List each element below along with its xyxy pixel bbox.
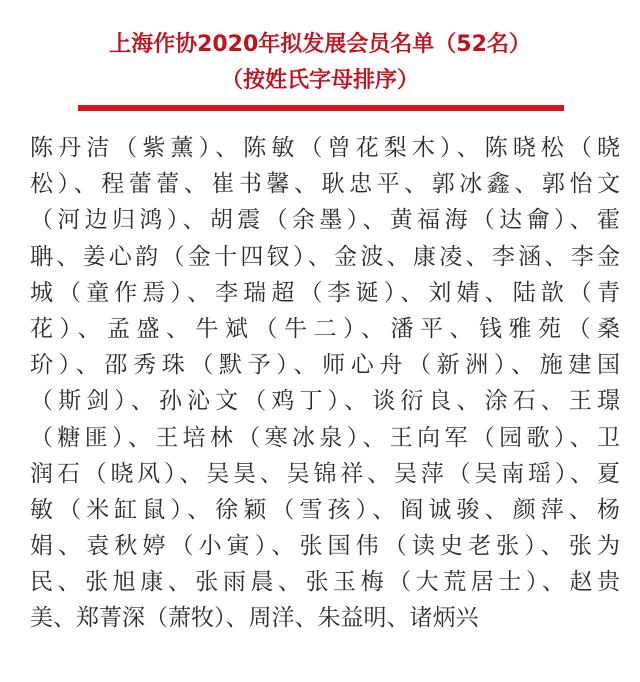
page-subtitle: （按姓氏字母排序） — [220, 68, 419, 93]
member-list-line: 美、郑菁深（萧牧）、周洋、朱益明、诸炳兴 — [30, 605, 479, 632]
member-list-line: 城（童作焉）、李瑞超（李诞）、刘婧、陆歆（青 — [30, 279, 620, 306]
member-list-line: 玠）、邵秀珠（默予）、师心舟（新洲）、施建国 — [30, 352, 620, 379]
page-title: 上海作协2020年拟发展会员名单（52名） — [109, 32, 531, 57]
member-list-line: 敏（米缸鼠）、徐颖（雪孩）、阎诚骏、颜萍、杨 — [30, 496, 620, 523]
member-list-line: 润石（晓风）、吴昊、吴锦祥、吴萍（吴南瑶）、夏 — [30, 460, 620, 487]
member-list-line: （糖匪）、王培林（寒冰泉）、王向军（园歌）、卫 — [30, 424, 620, 451]
member-list — [30, 130, 620, 637]
member-list-line: 松）、程蕾蕾、崔书馨、耿忠平、郭冰鑫、郭怡文 — [30, 171, 620, 198]
member-list-line: 陈丹洁（紫薰）、陈敏（曾花梨木）、陈晓松（晓 — [30, 135, 620, 161]
member-list-line: （河边归鸿）、胡震（余墨）、黄福海（达龠）、霍 — [30, 207, 620, 234]
member-list-line: 民、张旭康、张雨晨、张玉梅（大荒居士）、赵贵 — [30, 569, 620, 596]
title-divider — [78, 105, 564, 111]
member-list-line: （斯剑）、孙沁文（鸡丁）、谈衍良、涂石、王璟 — [30, 388, 620, 415]
member-list-line: 聃、姜心韵（金十四钗）、金波、康凌、李涵、李金 — [30, 243, 620, 270]
member-list-line: 花）、孟盛、牛斌（牛二）、潘平、钱雅苑（桑 — [30, 315, 620, 342]
member-list-line: 娟、袁秋婷（小寅）、张国伟（读史老张）、张为 — [30, 533, 620, 560]
